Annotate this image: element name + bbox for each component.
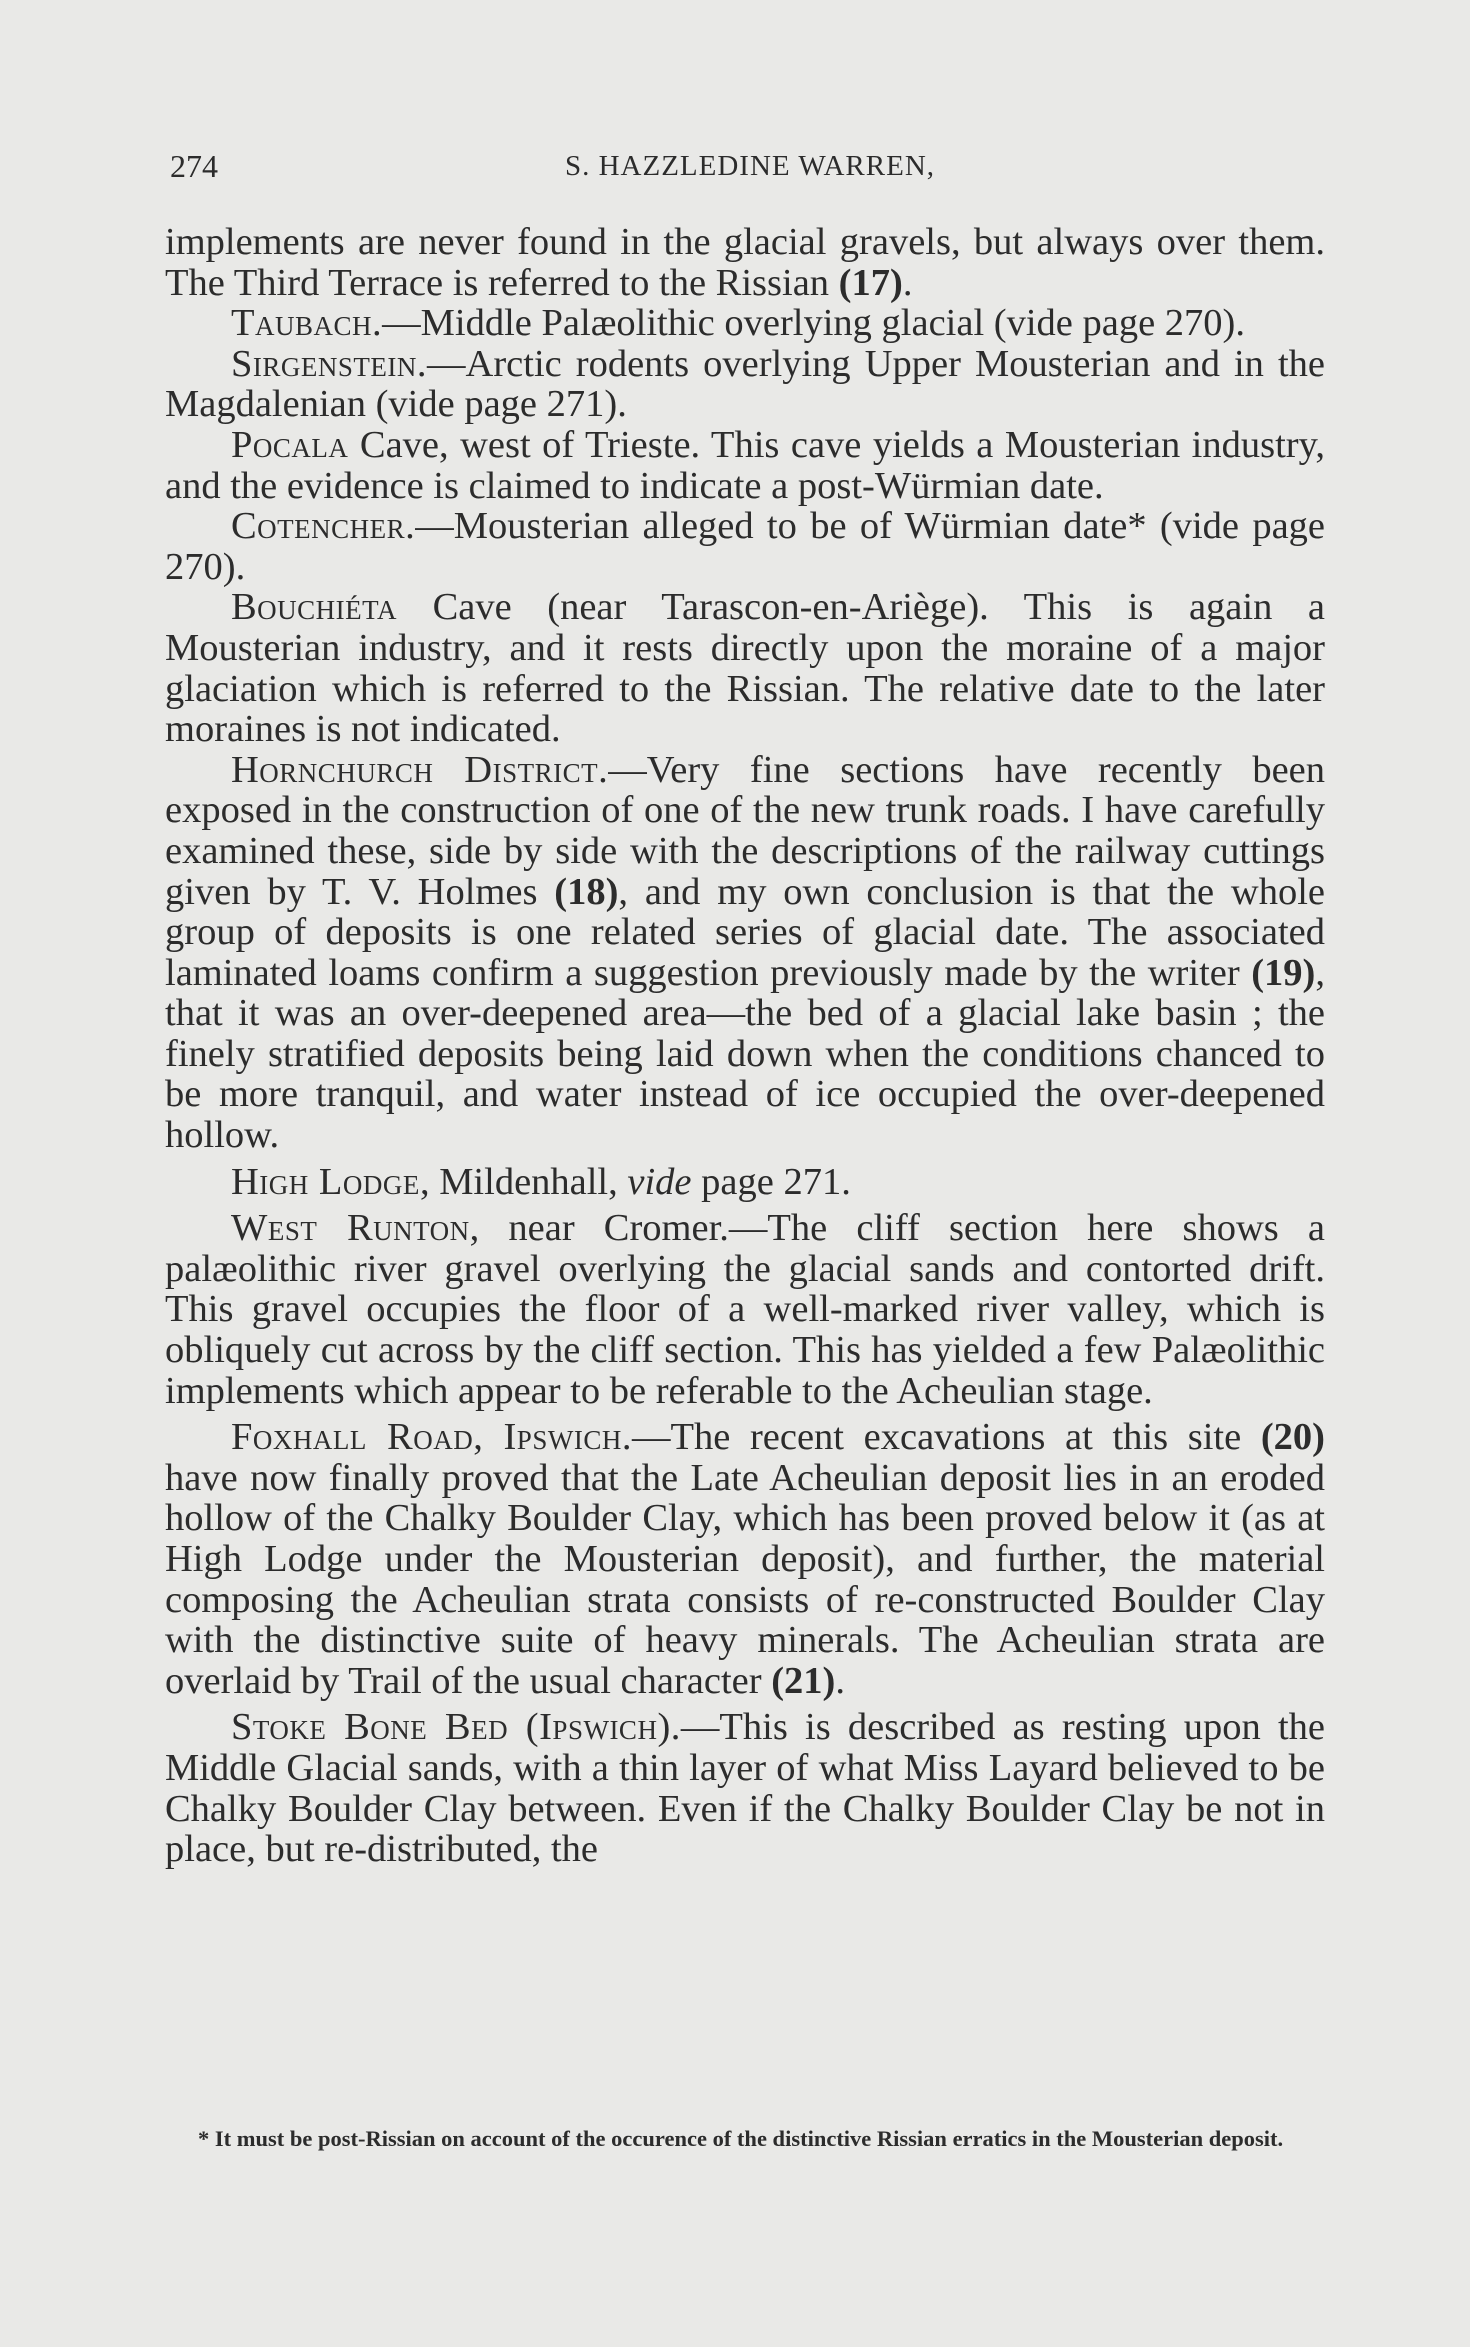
site-name: Cotencher. [231, 505, 416, 548]
footnote [160, 2126, 1328, 2152]
site-name: Hornchurch District. [231, 748, 609, 791]
site-name: Taubach. [231, 302, 383, 345]
paragraph-hornchurch: Hornchurch District.—Very fine sections have recently been exposed in the construction of one of the new trunk roads. I have carefully examined these, side by side with the descriptions of the railway cuttings given by T. V. Holmes (18), and my own conclusion is that the whole group of deposits is one related series of glacial date. The associated laminated loams confirm a suggestion previously made by the writer (19), that it was an over-deepened area—the bed of a glacial lake basin ; the finely stratified deposits being laid down when the conditions chanced to be more tranquil, and water instead of ice occupied the over-deepened hollow. [165, 748, 1325, 1157]
site-name: West Runton [231, 1207, 470, 1250]
running-head [170, 148, 1330, 188]
paragraph-bouchieta: Bouchiéta Cave (near Tarascon-en-Ariège). This is again a Mousterian industry, and it rests directly upon the moraine of a major glaciation which is referred to the Rissian. The relative date to the later moraines is not indicated. [165, 586, 1325, 751]
paragraph-implements: implements are never found in the glacial gravels, but always over them. The Third Terrace is referred to the Rissian (17). [165, 221, 1325, 304]
site-name: High Lodge [231, 1160, 420, 1203]
site-name: Bouchiéta [231, 586, 397, 629]
reference-number: (17) [838, 261, 903, 304]
reference-number: (19) [1251, 951, 1316, 994]
body-text [165, 222, 1325, 1870]
paragraph-taubach: Taubach.—Middle Palæolithic overlying glacial (vide page 270). [231, 302, 1246, 345]
reference-number: (18) [554, 870, 619, 913]
reference-number: (21) [771, 1659, 836, 1702]
paragraph-sirgenstein: Sirgenstein.—Arctic rodents overlying Upper Mousterian and in the Magdalenian (vide page 271). [165, 342, 1325, 426]
footnote-text: * It must be post-Rissian on account of the occurence of the distinctive Rissian erratics in the Mousterian deposit. [198, 2126, 1284, 2151]
site-name: Pocala [231, 423, 349, 466]
running-title: S. HAZZLEDINE WARREN, [564, 150, 936, 182]
paragraph-high-lodge: High Lodge, Mildenhall, vide page 271. [231, 1160, 851, 1203]
paragraph-west-runton: West Runton, near Cromer.—The cliff section here shows a palæolithic river gravel overlying the glacial sands and contorted drift. This gravel occupies the floor of a well-marked river valley, which is obliquely cut across by the cliff section. This has yielded a few Palæolithic implements which appear to be referable to the Acheulian stage. [165, 1207, 1325, 1412]
paragraph-pocala: Pocala Cave, west of Trieste. This cave yields a Mousterian industry, and the evidence is claimed to indicate a post-Würmian date. [165, 423, 1325, 507]
page-number: 274 [170, 148, 218, 184]
paragraph-stoke-bone-bed: Stoke Bone Bed (Ipswich).—This is described as resting upon the Middle Glacial sands, with a thin layer of what Miss Layard believed to be Chalky Boulder Clay between. Even if the Chalky Boulder Clay be not in place, but re-distributed, the [165, 1706, 1325, 1871]
paragraph-cotencher: Cotencher.—Mousterian alleged to be of Würmian date* (vide page 270). [165, 505, 1325, 588]
site-name: Foxhall Road, Ipswich. [231, 1416, 632, 1459]
site-name: Stoke Bone Bed (Ipswich). [231, 1706, 681, 1749]
italic-word: vide [627, 1160, 692, 1203]
paragraph-foxhall-road: Foxhall Road, Ipswich.—The recent excavations at this site (20) have now finally proved that the Late Acheulian deposit lies in an eroded hollow of the Chalky Boulder Clay, which has been proved below it (as at High Lodge under the Mousterian deposit), and further, the material composing the Acheulian strata consists of re-constructed Boulder Clay with the distinctive suite of heavy minerals. The Acheulian strata are overlaid by Trail of the usual character (21). [165, 1416, 1325, 1702]
reference-number: (20) [1260, 1416, 1325, 1459]
site-name: Sirgenstein. [231, 342, 428, 385]
